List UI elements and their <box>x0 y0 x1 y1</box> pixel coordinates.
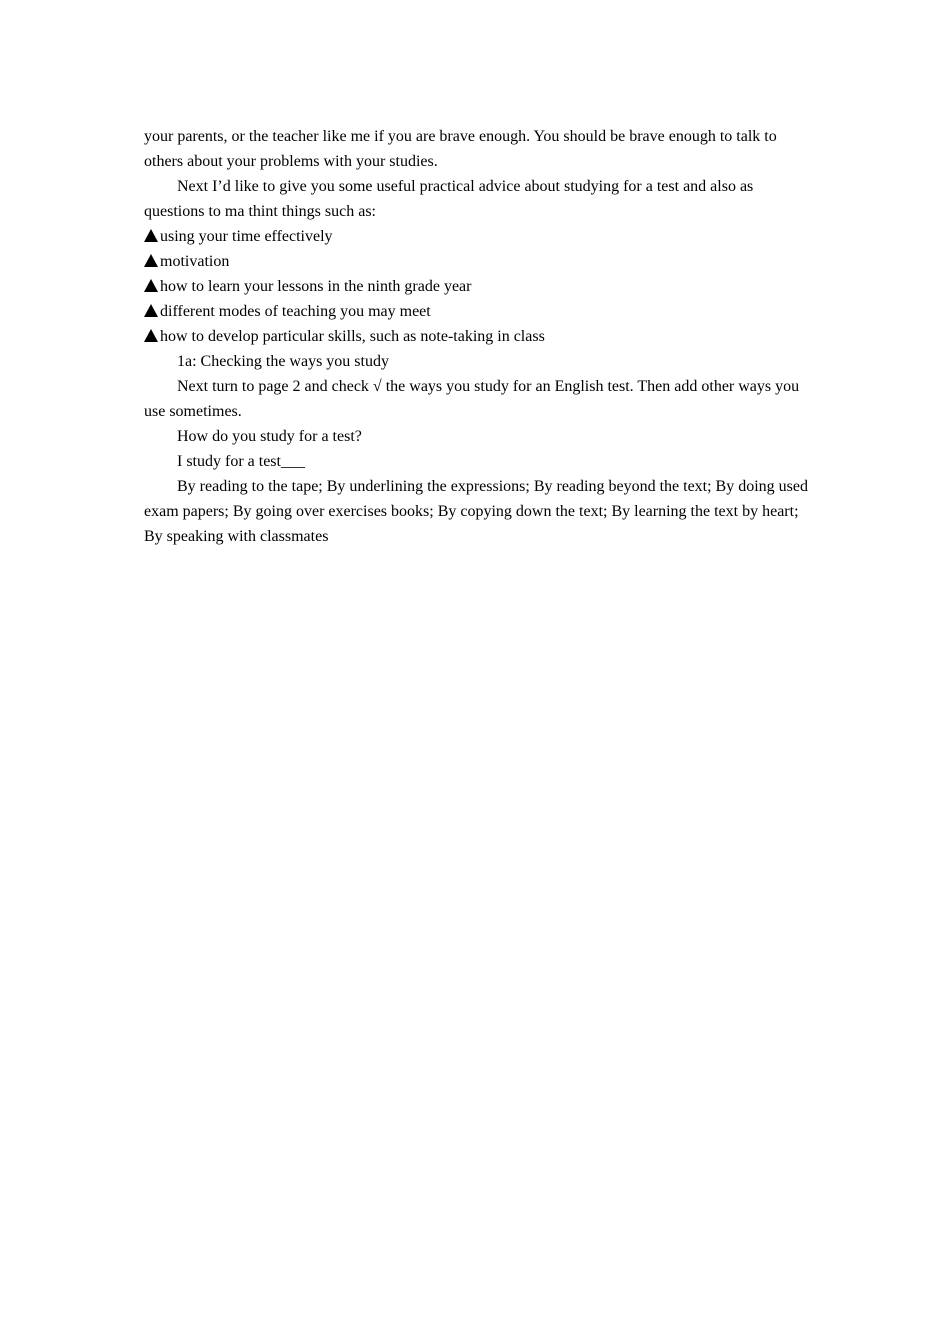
bullet-item <box>144 224 808 249</box>
bullet-text: motivation <box>160 253 230 270</box>
document-body <box>144 124 808 549</box>
triangle-icon <box>144 279 158 292</box>
instruction-paragraph: Next turn to page 2 and check √ the ways you study for an English test. Then add other ways you use sometimes. <box>144 378 800 420</box>
bullet-item <box>144 274 808 299</box>
triangle-icon <box>144 329 158 342</box>
paragraph-continued: your parents, or the teacher like me if you are brave enough. You should be brave enough to talk to others about your problems with your studies. <box>144 128 777 170</box>
section-heading: 1a: Checking the ways you study <box>177 353 389 370</box>
answer-prompt: I study for a test___ <box>177 453 305 470</box>
triangle-icon <box>144 229 158 242</box>
options-paragraph: By reading to the tape; By underlining the expressions; By reading beyond the text; By doing used exam papers; By going over exercises books; By copying down the text; By learning the text by heart; By speaking with classmates <box>144 478 808 545</box>
bullet-item <box>144 324 808 349</box>
bullet-text: how to develop particular skills, such as note-taking in class <box>160 328 545 345</box>
triangle-icon <box>144 254 158 267</box>
bullet-text: how to learn your lessons in the ninth grade year <box>160 278 472 295</box>
bullet-item <box>144 299 808 324</box>
bullet-text: using your time effectively <box>160 228 333 245</box>
bullet-text: different modes of teaching you may meet <box>160 303 431 320</box>
paragraph-advice-intro: Next I’d like to give you some useful practical advice about studying for a test and also as questions to ma thint things such as: <box>144 178 754 220</box>
bullet-item <box>144 249 808 274</box>
triangle-icon <box>144 304 158 317</box>
question-line: How do you study for a test? <box>177 428 362 445</box>
